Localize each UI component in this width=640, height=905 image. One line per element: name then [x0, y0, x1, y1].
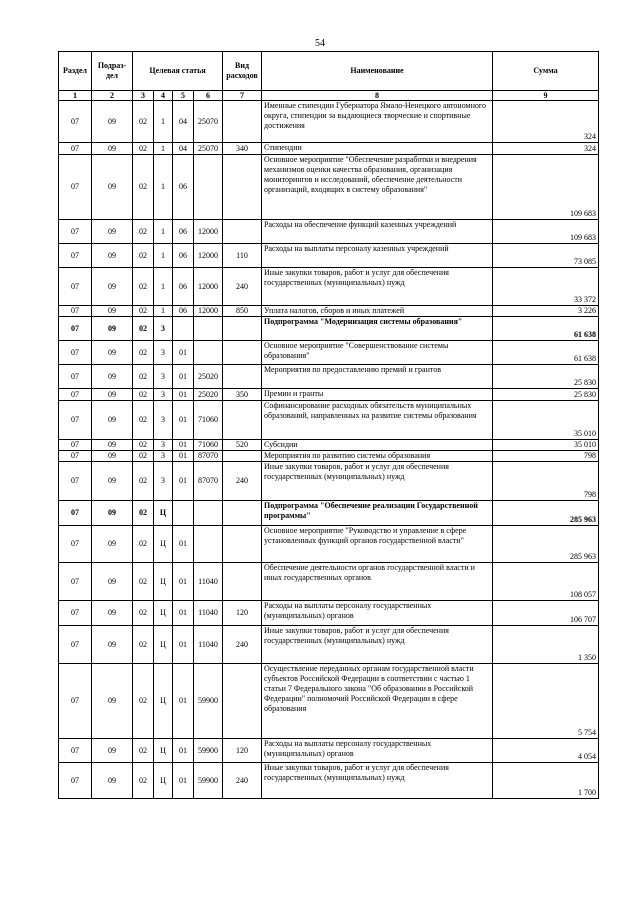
subprogram-code: 1 — [154, 220, 173, 244]
page-number: 54 — [315, 38, 325, 49]
table-row — [59, 220, 599, 244]
direction-code: 59900 — [194, 739, 223, 763]
program-code: 02 — [133, 501, 154, 526]
row-name: Расходы на обеспечение функций казенных учреждений — [262, 220, 493, 244]
table-row — [59, 664, 599, 739]
column-number: 1 — [59, 91, 92, 101]
program-code: 02 — [133, 220, 154, 244]
row-amount: 5 754 — [493, 664, 599, 739]
section-code: 07 — [59, 526, 92, 563]
expense-type-code — [223, 341, 262, 365]
subprogram-code: Ц — [154, 626, 173, 664]
row-name: Иные закупки товаров, работ и услуг для обеспечения государственных (муниципальных) нужд — [262, 268, 493, 306]
subsection-code: 09 — [92, 101, 133, 143]
row-name: Иные закупки товаров, работ и услуг для обеспечения государственных (муниципальных) нужд — [262, 763, 493, 799]
expense-type-code: 120 — [223, 739, 262, 763]
subsection-code: 09 — [92, 739, 133, 763]
column-number: 5 — [173, 91, 194, 101]
section-code: 07 — [59, 739, 92, 763]
section-code: 07 — [59, 563, 92, 601]
section-code: 07 — [59, 268, 92, 306]
header-expense-type: Вид расходов — [223, 52, 262, 91]
subsection-code: 09 — [92, 563, 133, 601]
row-name: Мероприятия по предоставлению премий и грантов — [262, 365, 493, 389]
section-code: 07 — [59, 601, 92, 626]
table-row — [59, 155, 599, 220]
expense-type-code — [223, 317, 262, 341]
activity-code: 04 — [173, 143, 194, 155]
direction-code — [194, 501, 223, 526]
program-code: 02 — [133, 244, 154, 268]
program-code: 02 — [133, 306, 154, 317]
row-name: Расходы на выплаты персоналу казенных учреждений — [262, 244, 493, 268]
table-row — [59, 389, 599, 401]
row-name: Расходы на выплаты персоналу государственных (муниципальных) органов — [262, 739, 493, 763]
direction-code — [194, 317, 223, 341]
table-body — [59, 101, 599, 799]
direction-code: 11040 — [194, 626, 223, 664]
expense-type-code — [223, 664, 262, 739]
row-amount: 4 054 — [493, 739, 599, 763]
section-code: 07 — [59, 365, 92, 389]
section-code: 07 — [59, 341, 92, 365]
activity-code: 06 — [173, 244, 194, 268]
program-code: 02 — [133, 664, 154, 739]
expense-type-code — [223, 365, 262, 389]
row-name: Иные закупки товаров, работ и услуг для обеспечения государственных (муниципальных) нужд — [262, 626, 493, 664]
direction-code: 25070 — [194, 143, 223, 155]
activity-code: 04 — [173, 101, 194, 143]
activity-code: 01 — [173, 626, 194, 664]
expense-type-code — [223, 451, 262, 462]
row-amount: 798 — [493, 462, 599, 501]
program-code: 02 — [133, 341, 154, 365]
subprogram-code: Ц — [154, 501, 173, 526]
section-code: 07 — [59, 244, 92, 268]
subsection-code: 09 — [92, 306, 133, 317]
subsection-code: 09 — [92, 268, 133, 306]
row-amount: 109 683 — [493, 155, 599, 220]
direction-code: 59900 — [194, 664, 223, 739]
section-code: 07 — [59, 101, 92, 143]
table-row — [59, 268, 599, 306]
subprogram-code: Ц — [154, 739, 173, 763]
column-number: 2 — [92, 91, 133, 101]
expense-type-code: 240 — [223, 268, 262, 306]
table-row — [59, 462, 599, 501]
section-code: 07 — [59, 143, 92, 155]
activity-code — [173, 317, 194, 341]
subsection-code: 09 — [92, 244, 133, 268]
section-code: 07 — [59, 462, 92, 501]
expense-type-code — [223, 501, 262, 526]
subprogram-code: Ц — [154, 563, 173, 601]
subsection-code: 09 — [92, 601, 133, 626]
program-code: 02 — [133, 268, 154, 306]
program-code: 02 — [133, 626, 154, 664]
header-section: Раздел — [59, 52, 92, 91]
section-code: 07 — [59, 401, 92, 440]
subprogram-code: Ц — [154, 664, 173, 739]
row-name: Подпрограмма "Обеспечение реализации Государственной программы" — [262, 501, 493, 526]
table-row — [59, 451, 599, 462]
activity-code: 01 — [173, 739, 194, 763]
expense-type-code: 350 — [223, 389, 262, 401]
row-amount: 3 226 — [493, 306, 599, 317]
subprogram-code: Ц — [154, 526, 173, 563]
section-code: 07 — [59, 306, 92, 317]
expense-type-code — [223, 101, 262, 143]
program-code: 02 — [133, 451, 154, 462]
row-amount: 33 372 — [493, 268, 599, 306]
activity-code: 01 — [173, 389, 194, 401]
activity-code: 01 — [173, 563, 194, 601]
subsection-code: 09 — [92, 220, 133, 244]
direction-code: 12000 — [194, 220, 223, 244]
row-name: Именные стипендии Губернатора Ямало-Ненецкого автономного округа, стипендии за выдающиеся творческие и спортивные достижения — [262, 101, 493, 143]
expense-type-code — [223, 155, 262, 220]
subsection-code: 09 — [92, 626, 133, 664]
row-name: Подпрограмма "Модернизация системы образования" — [262, 317, 493, 341]
direction-code: 12000 — [194, 268, 223, 306]
subsection-code: 09 — [92, 462, 133, 501]
program-code: 02 — [133, 763, 154, 799]
section-code: 07 — [59, 626, 92, 664]
subsection-code: 09 — [92, 317, 133, 341]
program-code: 02 — [133, 462, 154, 501]
section-code: 07 — [59, 389, 92, 401]
activity-code: 01 — [173, 763, 194, 799]
subsection-code: 09 — [92, 664, 133, 739]
expense-type-code: 110 — [223, 244, 262, 268]
row-name: Основное мероприятие "Совершенствование системы образования" — [262, 341, 493, 365]
expense-type-code: 240 — [223, 462, 262, 501]
program-code: 02 — [133, 101, 154, 143]
program-code: 02 — [133, 155, 154, 220]
expense-type-code — [223, 563, 262, 601]
activity-code: 01 — [173, 341, 194, 365]
table-row — [59, 626, 599, 664]
direction-code: 12000 — [194, 306, 223, 317]
header-target-article: Целевая статья — [133, 52, 223, 91]
program-code: 02 — [133, 401, 154, 440]
program-code: 02 — [133, 389, 154, 401]
row-name: Осуществление переданных органам государственной власти субъектов Российской Федерации в соответствии с частью 1 статьи 7 Федерального закона "Об образовании в Российской Федерации" полномочий Российской Федерации в сфере образования — [262, 664, 493, 739]
activity-code: 01 — [173, 365, 194, 389]
table-row — [59, 526, 599, 563]
table-row — [59, 401, 599, 440]
column-number: 6 — [194, 91, 223, 101]
subprogram-code: 1 — [154, 306, 173, 317]
section-code: 07 — [59, 451, 92, 462]
row-name: Основное мероприятие "Обеспечение разработки и внедрения механизмов оценки качества образования, организация мониторингов и исследований, обеспечение деятельности организаций, входящих в систему образования" — [262, 155, 493, 220]
program-code: 02 — [133, 739, 154, 763]
activity-code: 01 — [173, 664, 194, 739]
row-name: Основное мероприятие "Руководство и управление в сфере установленных функций органов государственной власти" — [262, 526, 493, 563]
activity-code: 01 — [173, 601, 194, 626]
program-code: 02 — [133, 440, 154, 451]
expense-type-code: 850 — [223, 306, 262, 317]
row-amount: 61 638 — [493, 317, 599, 341]
row-amount: 25 830 — [493, 365, 599, 389]
direction-code: 25020 — [194, 389, 223, 401]
row-name: Премии и гранты — [262, 389, 493, 401]
expense-type-code — [223, 220, 262, 244]
table-header-row — [59, 52, 599, 91]
direction-code — [194, 526, 223, 563]
subprogram-code: 3 — [154, 440, 173, 451]
column-number: 4 — [154, 91, 173, 101]
row-amount: 35 010 — [493, 440, 599, 451]
program-code: 02 — [133, 143, 154, 155]
subprogram-code: 3 — [154, 389, 173, 401]
row-name: Софинансирование расходных обязательств муниципальных образований, направленных на развитие системы образования — [262, 401, 493, 440]
table-row — [59, 563, 599, 601]
activity-code: 06 — [173, 220, 194, 244]
column-number: 8 — [262, 91, 493, 101]
direction-code: 11040 — [194, 601, 223, 626]
direction-code: 25020 — [194, 365, 223, 389]
row-amount: 1 350 — [493, 626, 599, 664]
section-code: 07 — [59, 317, 92, 341]
table-row — [59, 244, 599, 268]
column-number: 7 — [223, 91, 262, 101]
table-row — [59, 365, 599, 389]
row-amount: 25 830 — [493, 389, 599, 401]
activity-code: 01 — [173, 440, 194, 451]
table-row — [59, 341, 599, 365]
section-code: 07 — [59, 220, 92, 244]
subprogram-code: 3 — [154, 462, 173, 501]
subsection-code: 09 — [92, 451, 133, 462]
activity-code: 01 — [173, 526, 194, 563]
direction-code: 59900 — [194, 763, 223, 799]
table-row — [59, 101, 599, 143]
subsection-code: 09 — [92, 501, 133, 526]
direction-code: 11040 — [194, 563, 223, 601]
row-name: Обеспечение деятельности органов государственной власти и иных государственных органов — [262, 563, 493, 601]
row-amount: 73 085 — [493, 244, 599, 268]
subprogram-code: 1 — [154, 268, 173, 306]
row-name: Субсидии — [262, 440, 493, 451]
subprogram-code: Ц — [154, 601, 173, 626]
subprogram-code: 1 — [154, 155, 173, 220]
expense-type-code: 240 — [223, 626, 262, 664]
row-amount: 798 — [493, 451, 599, 462]
subsection-code: 09 — [92, 763, 133, 799]
subsection-code: 09 — [92, 440, 133, 451]
subsection-code: 09 — [92, 389, 133, 401]
direction-code: 87070 — [194, 451, 223, 462]
section-code: 07 — [59, 501, 92, 526]
subsection-code: 09 — [92, 401, 133, 440]
direction-code: 71060 — [194, 401, 223, 440]
row-amount: 285 963 — [493, 526, 599, 563]
row-amount: 108 057 — [493, 563, 599, 601]
activity-code — [173, 501, 194, 526]
direction-code: 71060 — [194, 440, 223, 451]
header-amount: Сумма — [493, 52, 599, 91]
budget-table — [58, 51, 599, 799]
row-amount: 109 683 — [493, 220, 599, 244]
section-code: 07 — [59, 763, 92, 799]
subprogram-code: 1 — [154, 101, 173, 143]
direction-code: 87070 — [194, 462, 223, 501]
row-name: Уплата налогов, сборов и иных платежей — [262, 306, 493, 317]
subprogram-code: 3 — [154, 317, 173, 341]
subprogram-code: 1 — [154, 143, 173, 155]
row-amount: 1 700 — [493, 763, 599, 799]
subsection-code: 09 — [92, 341, 133, 365]
expense-type-code: 120 — [223, 601, 262, 626]
direction-code — [194, 341, 223, 365]
program-code: 02 — [133, 526, 154, 563]
column-number: 9 — [493, 91, 599, 101]
column-number: 3 — [133, 91, 154, 101]
row-amount: 61 638 — [493, 341, 599, 365]
subsection-code: 09 — [92, 526, 133, 563]
expense-type-code — [223, 401, 262, 440]
table-row — [59, 143, 599, 155]
expense-type-code: 520 — [223, 440, 262, 451]
section-code: 07 — [59, 155, 92, 220]
direction-code: 12000 — [194, 244, 223, 268]
row-amount: 285 963 — [493, 501, 599, 526]
table-row — [59, 317, 599, 341]
section-code: 07 — [59, 440, 92, 451]
subsection-code: 09 — [92, 365, 133, 389]
subprogram-code: Ц — [154, 763, 173, 799]
table-row — [59, 501, 599, 526]
row-amount: 324 — [493, 143, 599, 155]
row-amount: 106 707 — [493, 601, 599, 626]
row-amount: 35 010 — [493, 401, 599, 440]
direction-code: 25070 — [194, 101, 223, 143]
section-code: 07 — [59, 664, 92, 739]
row-name: Иные закупки товаров, работ и услуг для обеспечения государственных (муниципальных) нужд — [262, 462, 493, 501]
table-row — [59, 440, 599, 451]
header-subsection: Подраз-дел — [92, 52, 133, 91]
subprogram-code: 3 — [154, 365, 173, 389]
program-code: 02 — [133, 365, 154, 389]
expense-type-code: 240 — [223, 763, 262, 799]
subsection-code: 09 — [92, 143, 133, 155]
program-code: 02 — [133, 601, 154, 626]
table-row — [59, 763, 599, 799]
activity-code: 06 — [173, 155, 194, 220]
expense-type-code: 340 — [223, 143, 262, 155]
program-code: 02 — [133, 317, 154, 341]
table-row — [59, 739, 599, 763]
activity-code: 01 — [173, 462, 194, 501]
direction-code — [194, 155, 223, 220]
column-number-row — [59, 91, 599, 101]
subsection-code: 09 — [92, 155, 133, 220]
program-code: 02 — [133, 563, 154, 601]
row-name: Мероприятия по развитию системы образования — [262, 451, 493, 462]
activity-code: 01 — [173, 451, 194, 462]
header-name: Наименование — [262, 52, 493, 91]
subprogram-code: 3 — [154, 451, 173, 462]
expense-type-code — [223, 526, 262, 563]
row-name: Стипендии — [262, 143, 493, 155]
row-amount: 324 — [493, 101, 599, 143]
activity-code: 01 — [173, 401, 194, 440]
row-name: Расходы на выплаты персоналу государственных (муниципальных) органов — [262, 601, 493, 626]
subprogram-code: 1 — [154, 244, 173, 268]
activity-code: 06 — [173, 268, 194, 306]
table-row — [59, 306, 599, 317]
activity-code: 06 — [173, 306, 194, 317]
subprogram-code: 3 — [154, 341, 173, 365]
subprogram-code: 3 — [154, 401, 173, 440]
table-row — [59, 601, 599, 626]
